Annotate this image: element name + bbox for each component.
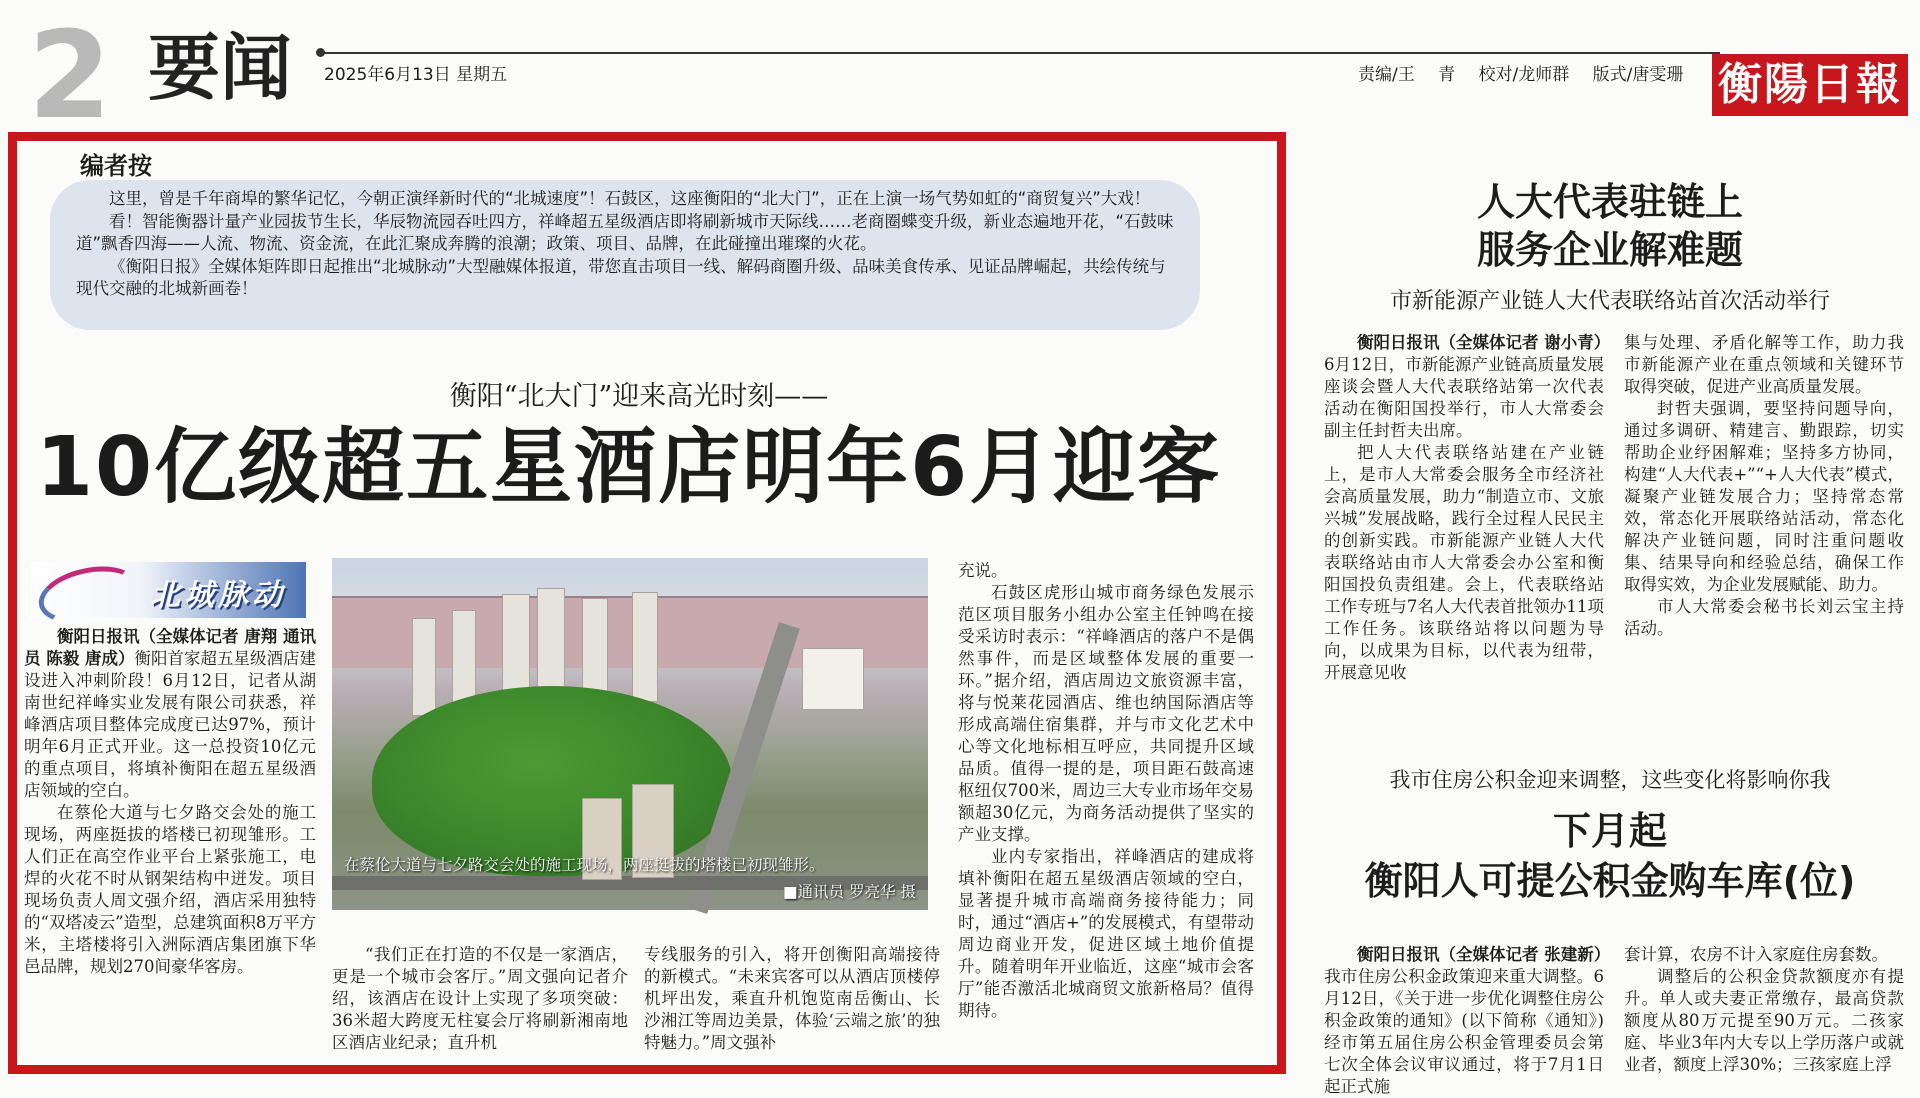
editor-note-label: 编者按 bbox=[80, 152, 152, 180]
story-column-3 bbox=[644, 944, 940, 1054]
main-headline: 10亿级超五星酒店明年6月迎客 bbox=[36, 420, 1222, 515]
column-banner-text: 北城脉动 bbox=[150, 578, 286, 613]
right-story-2-column-2 bbox=[1624, 944, 1904, 1080]
right-story-1-headline: 人大代表驻链上 服务企业解难题 bbox=[1476, 180, 1743, 272]
byline: 衡阳日报讯（全媒体记者 唐翔 通讯员 陈毅 唐成） bbox=[24, 627, 316, 668]
lead-text: 6月12日，市新能源产业链高质量发展座谈会暨人大代表联络站第一次代表活动在衡阳国投举行，市人大常委会副主任封哲夫出席。 bbox=[1324, 355, 1604, 440]
photo-credit: ■通讯员 罗亮华 摄 bbox=[783, 883, 916, 901]
right-story-2-column-1 bbox=[1324, 944, 1611, 1096]
story-column-4 bbox=[958, 560, 1254, 1022]
byline: 衡阳日报讯（全媒体记者 谢小青） bbox=[1357, 333, 1611, 352]
body-paragraph: 封哲夫强调，要坚持问题导向，通过多调研、精建言、勤跟踪，切实帮助企业纾困解难；坚持多方协同，构建“人大代表+”“+人大代表”模式，凝聚产业链发展合力；坚持常态常效，常态化开展联络站活动，常态化解决产业链问题，同时注重问题收集、结果导向和经验总结，确保工作取得实效，为企业发展赋能、助力。 bbox=[1624, 399, 1904, 594]
column-banner bbox=[30, 562, 306, 618]
body-paragraph: 专线服务的引入，将开创衡阳高端接待的新模式。“未来宾客可以从酒店顶楼停机坪出发，乘直升机饱览南岳衡山、长沙湘江等周边美景，体验‘云端之旅’的独特魅力。”周文强补 bbox=[644, 945, 940, 1052]
byline: 衡阳日报讯（全媒体记者 张建新） bbox=[1357, 945, 1611, 964]
body-paragraph: “我们正在打造的不仅是一家酒店，更是一个城市会客厅。”周文强向记者介绍，该酒店在设计上实现了多项突破：36米超大跨度无柱宴会厅将刷新湘南地区酒店业纪录；直升机 bbox=[332, 945, 628, 1052]
right-story-1-column-1 bbox=[1324, 332, 1611, 684]
body-paragraph: 调整后的公积金贷款额度亦有提升。单人或夫妻正常缴存，最高贷款额度从80万元提至90万元。二孩家庭、毕业3年内大专以上学历落户或就业者，额度上浮30%；三孩家庭上浮 bbox=[1624, 967, 1904, 1074]
lead-text: 衡阳首家超五星级酒店建设进入冲刺阶段！6月12日，记者从湖南世纪祥峰实业发展有限公司获悉，祥峰酒店项目整体完成度已达97%，预计明年6月正式开业。这一总投资10亿元的重点项目，将填补衡阳在超五星级酒店领域的空白。 bbox=[24, 649, 316, 800]
story-column-2 bbox=[332, 944, 628, 1054]
issue-date: 2025年6月13日 星期五 bbox=[324, 65, 508, 85]
paper-logo: 衡陽日報 bbox=[1712, 54, 1908, 116]
body-paragraph: 市人大常委会秘书长刘云宝主持活动。 bbox=[1624, 597, 1904, 638]
lead-paragraph bbox=[1324, 332, 1611, 442]
editor-credits: 责编/王 青 校对/龙师群 版式/唐雯珊 bbox=[1358, 65, 1684, 85]
masthead-rule bbox=[320, 52, 1720, 54]
section-title: 要闻 bbox=[148, 26, 293, 110]
lead-text: 我市住房公积金政策迎来重大调整。6月12日，《关于进一步优化调整住房公积金政策的通知》(以下简称《通知》)经市第五届住房公积金管理委员会第七次全体会议审议通过，将于7月1日起正式施 bbox=[1324, 967, 1604, 1096]
editor-note-paragraph: 看！智能衡器计量产业园拔节生长，华辰物流园吞吐四方，祥峰超五星级酒店即将刷新城市天际线……老商圈蝶变升级，新业态遍地开花，“石鼓味道”飘香四海——人流、物流、资金流，在此汇聚成奔腾的浪潮；政策、项目、品牌，在此碰撞出璀璨的火花。 bbox=[76, 211, 1174, 253]
body-paragraph: 石鼓区虎形山城市商务绿色发展示范区项目服务小组办公室主任钟鸣在接受采访时表示：“祥峰酒店的落户不是偶然事件，而是区域整体发展的重要一环。”据介绍，酒店周边文旅资源丰富，将与悦莱花园酒店、维也纳国际酒店等形成高端住宿集群，并与市文化艺术中心等文化地标相互呼应，共同提升区域品质。值得一提的是，项目距石鼓高速枢纽仅700米，周边三大专业市场年交易额超30亿元，为商务活动提供了坚实的产业支撑。 bbox=[958, 583, 1254, 844]
lead-paragraph bbox=[24, 626, 316, 802]
right-story-1-subhead: 市新能源产业链人大代表联络站首次活动举行 bbox=[1389, 289, 1830, 314]
right-story-2-headline: 下月起 衡阳人可提公积金购车库(位) bbox=[1364, 809, 1856, 903]
right-story-1-column-2 bbox=[1624, 332, 1904, 640]
story-column-1 bbox=[24, 626, 316, 978]
construction-photo bbox=[332, 558, 928, 910]
editor-note bbox=[50, 180, 1200, 330]
body-paragraph: 在蔡伦大道与七夕路交会处的施工现场，两座挺拔的塔楼已初现雏形。工人们正在高空作业平台上紧张施工，电焊的火花不时从钢架结构中迸发。项目现场负责人周文强介绍，酒店采用独特的“双塔凌云”造型，总建筑面积8万平方米，主塔楼将引入洲际酒店集团旗下华邑品牌，规划270间豪华客房。 bbox=[24, 803, 316, 976]
main-kicker: 衡阳“北大门”迎来高光时刻—— bbox=[449, 381, 829, 412]
body-paragraph: 把人大代表联络站建在产业链上，是市人大常委会服务全市经济社会高质量发展，助力“制造立市、文旅兴城”发展战略，践行全过程人民民主的创新实践。市新能源产业链人大代表联络站由市人大常委会办公室和衡阳国投负责组建。会上，代表联络站工作专班与7名人大代表首批领办11项工作任务。该联络站将以问题为导向，以成果为目标，以代表为纽带，开展意见收 bbox=[1324, 443, 1604, 682]
editor-note-paragraph: 这里，曾是千年商埠的繁华记忆，今朝正演绎新时代的“北城速度”！石鼓区，这座衡阳的“北大门”，正在上演一场气势如虹的“商贸复兴”大戏！ bbox=[109, 189, 1151, 208]
photo-caption: 在蔡伦大道与七夕路交会处的施工现场，两座挺拔的塔楼已初现雏形。 bbox=[344, 856, 825, 874]
page-number: 2 bbox=[28, 7, 108, 146]
green-hill bbox=[372, 686, 732, 876]
right-story-2-kicker: 我市住房公积金迎来调整，这些变化将影响你我 bbox=[1389, 768, 1831, 792]
body-paragraph: 套计算，农房不计入家庭住房套数。 bbox=[1624, 945, 1888, 964]
body-paragraph: 充说。 bbox=[958, 561, 1008, 580]
body-paragraph: 集与处理、矛盾化解等工作，助力我市新能源产业在重点领域和关键环节取得突破，促进产业高质量发展。 bbox=[1624, 333, 1904, 396]
lead-paragraph bbox=[1324, 944, 1611, 1098]
body-paragraph: 业内专家指出，祥峰酒店的建成将填补衡阳在超五星级酒店领域的空白，显著提升城市高端商务接待能力；同时，通过“酒店+”的发展模式，有望带动周边商业开发，促进区域土地价值提升。随着明年开业临近，这座“城市会客厅”能否激活北城商贸文旅新格局？值得期待。 bbox=[958, 847, 1254, 1020]
editor-note-paragraph: 《衡阳日报》全媒体矩阵即日起推出“北城脉动”大型融媒体报道，带您直击项目一线、解码商圈升级、品味美食传承、见证品牌崛起，共绘传统与现代交融的北城新画卷！ bbox=[76, 256, 1166, 298]
